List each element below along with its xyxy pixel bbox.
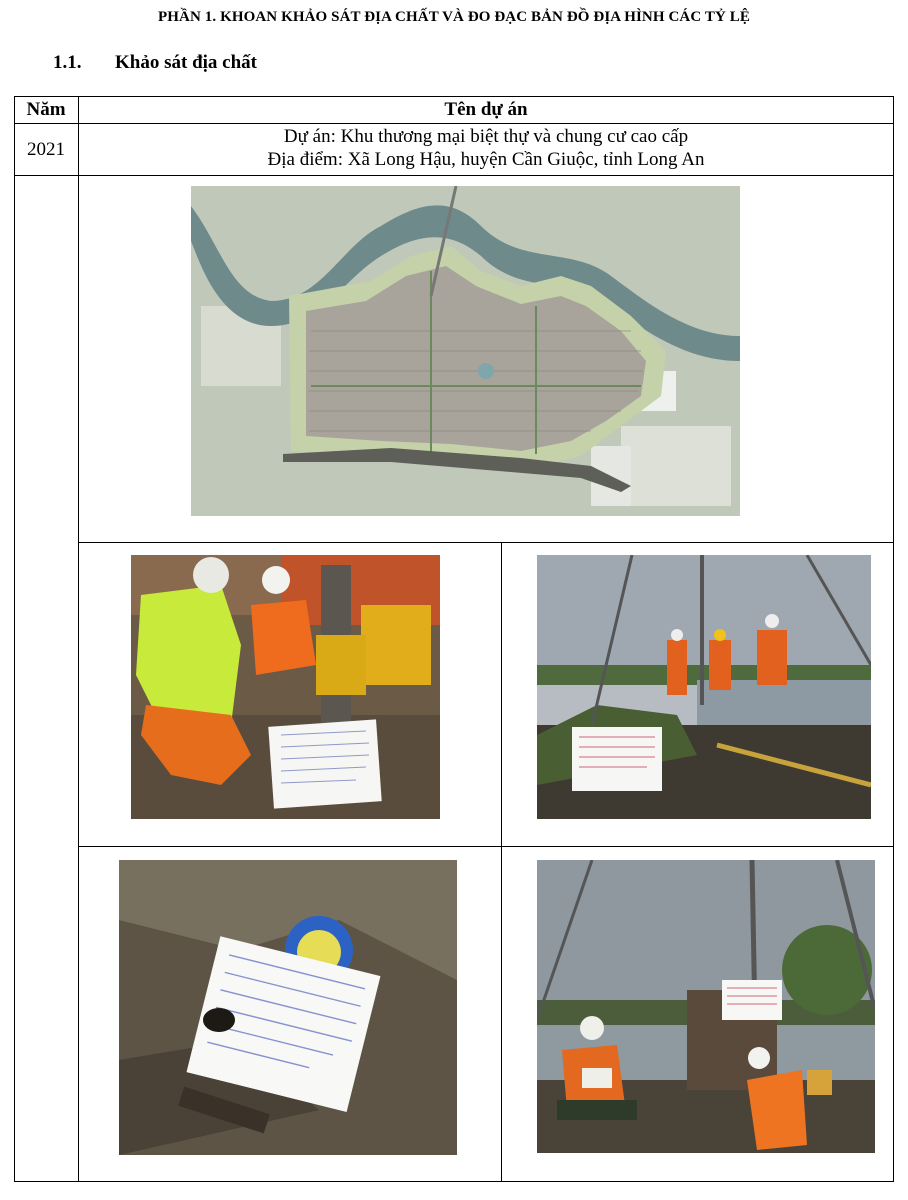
table-border-top	[14, 96, 894, 97]
project-location: Địa điểm: Xã Long Hậu, huyện Cần Giuộc, tỉnh Long An	[267, 149, 705, 170]
field-logging-photo	[537, 860, 875, 1153]
masterplan-aerial-image	[191, 186, 740, 516]
project-name: Dự án: Khu thương mại biệt thự và chung cư cao cấp	[283, 126, 689, 147]
drilling-crew-photo	[131, 555, 440, 819]
table-border-right	[893, 96, 894, 1182]
header-year: Năm	[26, 99, 66, 120]
part-title: PHẦN 1. KHOAN KHẢO SÁT ĐỊA CHẤT VÀ ĐO ĐẠC BẢN ĐỒ ĐỊA HÌNH CÁC TỶ LỆ	[158, 9, 750, 25]
table-row-divider	[78, 846, 894, 847]
table-row-divider	[78, 542, 894, 543]
table-border-bottom	[14, 1181, 894, 1182]
section-heading	[53, 52, 257, 74]
table-border-left	[14, 96, 15, 1182]
section-title: Khảo sát địa chất	[115, 52, 257, 73]
table-row-divider	[14, 175, 894, 176]
row-year: 2021	[27, 139, 65, 160]
drilling-rig-riverside-photo	[537, 555, 871, 819]
header-project-name: Tên dự án	[444, 99, 528, 120]
borehole-sign-photo	[119, 860, 457, 1155]
table-column-divider	[501, 542, 502, 1182]
section-number: 1.1.	[53, 52, 82, 73]
table-header-divider	[14, 123, 894, 124]
table-column-divider	[78, 96, 79, 1182]
